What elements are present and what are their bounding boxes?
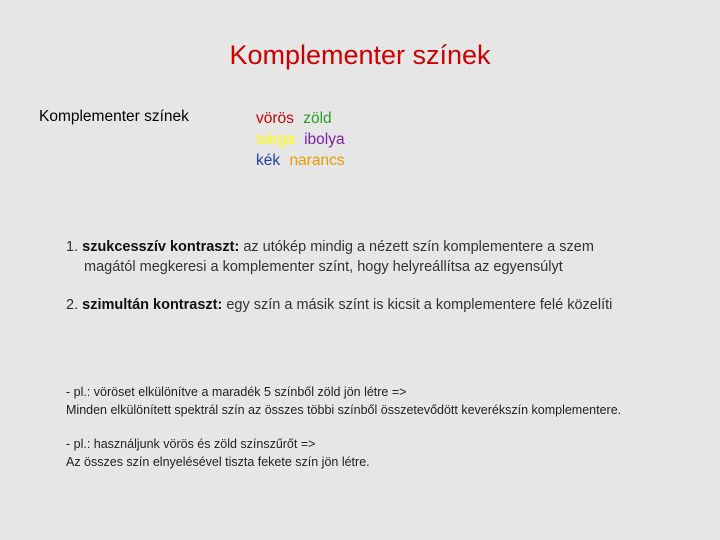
color-word: kék: [256, 152, 281, 169]
color-word: ibolya: [304, 131, 345, 148]
example-line: Az összes szín elnyelésével tiszta fekete szín jön létre.: [66, 455, 370, 469]
point-number: 1.: [66, 239, 79, 255]
color-pair-row: [256, 129, 350, 150]
color-pairs-list: [256, 108, 350, 171]
color-word: zöld: [303, 110, 332, 127]
color-pair-row: [256, 108, 350, 129]
example-line: - pl.: használjunk vörös és zöld színszűrőt =>: [66, 437, 316, 451]
contrast-points-list: [66, 237, 706, 333]
color-word: vörös: [256, 110, 294, 127]
contrast-point: [66, 295, 706, 315]
point-number: 2.: [66, 297, 79, 313]
color-pair-row: [256, 150, 350, 171]
contrast-point: [66, 237, 706, 277]
point-text: egy szín a másik színt is kicsit a komplementere felé közelíti: [226, 297, 613, 313]
example-block: [66, 383, 706, 419]
example-line: - pl.: vöröset elkülönítve a maradék 5 színből zöld jön létre =>: [66, 385, 407, 399]
point-label: szimultán kontraszt:: [82, 297, 223, 313]
point-text-continued: magától megkeresi a komplementer színt, hogy helyreállítsa az egyensúlyt: [84, 259, 563, 275]
slide-title: Komplementer színek: [229, 40, 491, 70]
example-block: [66, 435, 706, 471]
point-label: szukcesszív kontraszt:: [82, 239, 240, 255]
example-line: Minden elkülönített spektrál szín az összes többi színből összetevődött keverékszín komplementere.: [66, 403, 622, 417]
color-word: sárga: [256, 131, 295, 148]
color-word: narancs: [289, 152, 345, 169]
section-subtitle: Komplementer színek: [39, 108, 189, 125]
point-text: az utókép mindig a nézett szín komplementere a szem: [243, 239, 594, 255]
examples-list: [66, 383, 706, 487]
